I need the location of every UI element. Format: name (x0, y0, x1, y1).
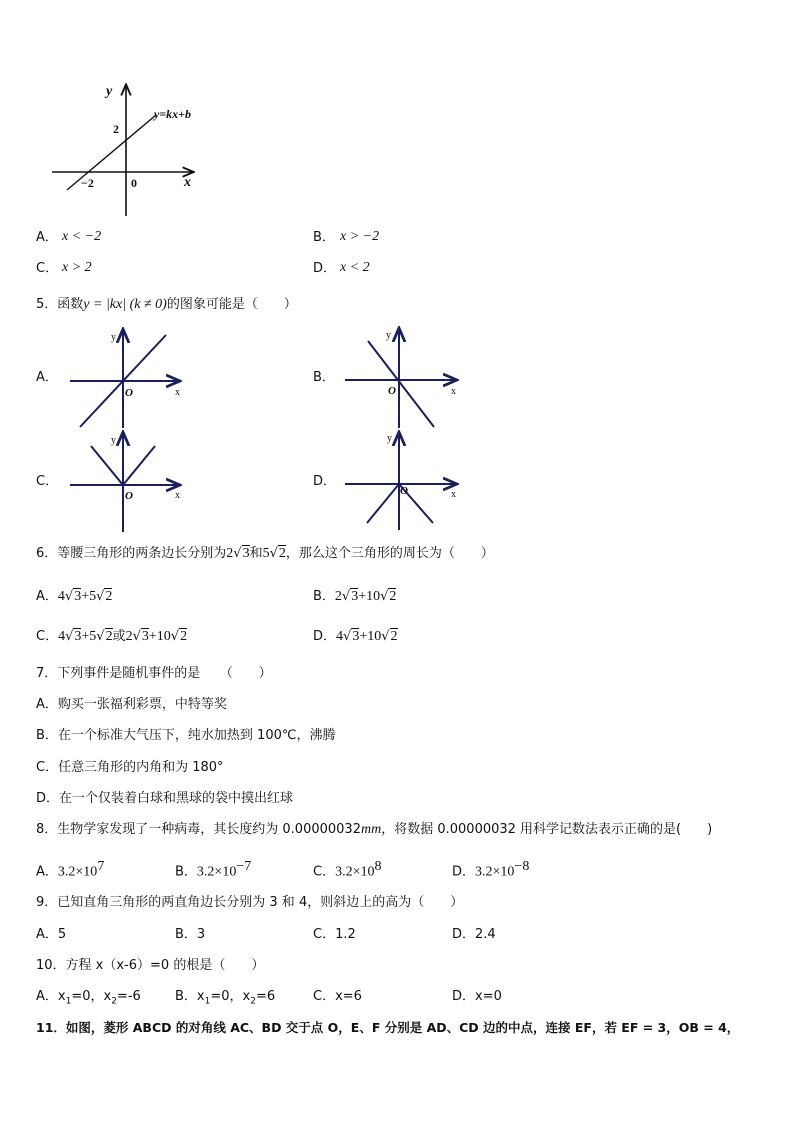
q7-option-b: B．在一个标准大气压下，纯水加热到 100℃，沸腾 (36, 728, 336, 743)
q5-option-d-letter: D． (313, 474, 337, 489)
q10-option-c-letter: C． (313, 989, 336, 1004)
q6-option-a-rad2: 2 (105, 589, 113, 604)
q6-option-c: C．4√3+5√2或2√3+10√2 (36, 629, 188, 644)
q6-option-c-letter: C． (36, 629, 59, 644)
q5-c-origin: O (125, 490, 133, 502)
q6-option-d-letter: D． (313, 629, 337, 644)
q6-option-a-letter: A． (36, 589, 58, 604)
q5-b-y-label: y (386, 330, 391, 341)
q4-y-intercept: 2 (113, 122, 119, 136)
q8-stem-a: 8．生物学家发现了一种病毒，其长度约为 0.00000032 (36, 822, 361, 837)
q10-option-b (175, 989, 275, 1010)
q6-text-a: 等腰三角形的两条边长分别为 (57, 546, 227, 561)
q10-option-c-text: x=6 (335, 989, 362, 1004)
q8-option-c (313, 859, 381, 880)
q5-a-y-label: y (111, 332, 116, 343)
q7-option-d: D．在一个仅装着白球和黑球的袋中摸出红球 (36, 791, 294, 806)
q9-stem: 9．已知直角三角形的两直角边长分别为 3 和 4，则斜边上的高为（ ） (36, 895, 464, 910)
q6-option-c-rad2: 2 (105, 629, 113, 644)
q9-option-b: B．3 (175, 927, 206, 942)
q6-option-d-rad2: 2 (390, 629, 398, 644)
q8-option-b-letter: B． (175, 864, 197, 880)
q10-option-d (452, 989, 502, 1005)
q5-a-origin: O (125, 387, 133, 399)
q8-stem-b: ，将数据 0.00000032 用科学记数法表示正确的是( ) (381, 822, 713, 837)
q8-option-c-exponent: 8 (374, 859, 382, 874)
q6-option-b-plus: +10 (358, 589, 381, 604)
q6-option-a-rad1: 3 (74, 589, 82, 604)
q4-x-label: x (184, 175, 191, 190)
q4-option-a: x < −2 (62, 229, 102, 244)
q8-option-d-mantissa: 3.2×10 (475, 864, 515, 880)
q4-x-intercept: −2 (81, 176, 94, 190)
q8-option-c-mantissa: 3.2×10 (335, 864, 375, 880)
q5-d-origin: O (400, 485, 408, 497)
q6-option-b-letter: B． (313, 589, 335, 604)
q5-option-c-letter: C． (36, 474, 59, 489)
q8-unit: mm (360, 822, 382, 837)
q10-stem: 10．方程 x（x-6）=0 的根是（ ） (36, 958, 265, 973)
q10-option-b-letter: B． (175, 989, 197, 1004)
q6-stem: 6．等腰三角形的两条边长分别为2√3和5√2，那么这个三角形的周长为（ ） (36, 546, 494, 561)
q7-option-a: A．购买一张福利彩票，中特等奖 (36, 697, 227, 712)
q6-option-c-plus2: +10 (148, 629, 171, 644)
q5-option-b-letter: B． (313, 370, 335, 385)
q6-option-c-rad3: 3 (141, 629, 149, 644)
q5-d-y-label: y (387, 433, 392, 444)
q4-option-a-letter: A． (36, 230, 58, 245)
q10-option-a (36, 989, 141, 1010)
q6-option-c-coef2: 2 (125, 629, 133, 644)
q10-option-a-sub1: 1 (65, 996, 72, 1007)
q5-text-after: 的图象可能是（ ） (166, 297, 297, 312)
q5-formula: y = |kx| (k ≠ 0) (83, 297, 167, 312)
q5-b-x-label: x (451, 386, 456, 397)
q5-text-before: 函数 (57, 297, 84, 312)
q10-option-c (313, 989, 362, 1005)
q6-side2-radicand: 2 (278, 546, 286, 561)
q4-option-b-letter: B． (313, 230, 335, 245)
q4-origin: 0 (131, 176, 137, 190)
q10-option-d-letter: D． (452, 989, 476, 1004)
q8-option-d (452, 859, 529, 880)
q9-option-d: D．2.4 (452, 927, 496, 942)
q6-option-b: B．2√3+10√2 (313, 589, 397, 604)
q4-option-d: x < 2 (340, 260, 370, 275)
q5-a-x-label: x (175, 387, 180, 398)
q5-option-a-letter: A． (36, 370, 58, 385)
q10-option-b-mid: =0，x (210, 989, 251, 1004)
q10-option-a-x1: x (57, 989, 66, 1004)
q10-option-b-end: =6 (255, 989, 276, 1004)
q6-option-d: D．4√3+10√2 (313, 629, 398, 644)
q5-c-y-label: y (111, 435, 116, 446)
q11-stem: 11．如图，菱形 ABCD 的对角线 AC、BD 交于点 O，E、F 分别是 AD、CD 边的中点，连接 EF，若 EF = 3，OB = 4， (36, 1020, 740, 1035)
q6-option-d-plus: +10 (359, 629, 382, 644)
q4-y-label: y (106, 84, 113, 99)
q8-option-c-letter: C． (313, 864, 336, 880)
q8-option-b (175, 859, 251, 880)
q6-option-b-rad1: 3 (351, 589, 359, 604)
q6-option-d-rad1: 3 (352, 629, 360, 644)
q6-option-c-rad1: 3 (74, 629, 82, 644)
q8-option-b-mantissa: 3.2×10 (196, 864, 237, 880)
q8-option-b-exponent: −7 (236, 859, 252, 874)
q6-option-c-coef: 4 (58, 629, 66, 644)
q4-option-d-letter: D． (313, 261, 337, 276)
q8-option-a-letter: A． (36, 864, 58, 880)
q6-option-d-coef: 4 (336, 629, 344, 644)
q6-option-a: A．4√3+5√2 (36, 589, 113, 604)
q6-side2-coef: 5 (262, 546, 270, 561)
q10-option-b-x1: x (196, 989, 205, 1004)
q4-option-c: x > 2 (62, 260, 92, 275)
q6-option-c-plus: +5 (81, 629, 97, 644)
q6-side1-coef: 2 (226, 546, 234, 561)
q5-number: 5． (36, 297, 58, 312)
q5-b-origin: O (388, 385, 396, 397)
q8-stem (36, 822, 712, 838)
q6-option-b-rad2: 2 (389, 589, 397, 604)
q6-option-c-or: 或 (112, 629, 126, 644)
q6-option-a-coef: 4 (57, 589, 65, 604)
q6-number: 6． (36, 546, 58, 561)
q5-d-x-label: x (451, 489, 456, 500)
q10-option-d-text: x=0 (475, 989, 502, 1004)
q7-stem: 7．下列事件是随机事件的是 （ ） (36, 666, 272, 681)
q8-option-a-exponent: 7 (97, 859, 105, 874)
q8-option-d-exponent: −8 (514, 859, 530, 874)
q10-option-b-sub1: 1 (204, 996, 211, 1007)
q6-and: 和 (249, 546, 263, 561)
q8-option-a (36, 859, 104, 880)
q8-option-d-letter: D． (452, 864, 476, 880)
q10-option-a-sub2: 2 (111, 996, 117, 1007)
q5-b-graph (368, 341, 434, 427)
q10-option-b-sub2: 2 (250, 996, 256, 1007)
q4-line-label: y=kx+b (154, 107, 192, 121)
q4-option-c-letter: C． (36, 261, 59, 276)
q4-option-b: x > −2 (340, 229, 380, 244)
q9-option-c: C．1.2 (313, 927, 356, 942)
q6-side1-radicand: 3 (242, 546, 250, 561)
q8-option-a-mantissa: 3.2×10 (57, 864, 98, 880)
q10-option-a-end: =-6 (116, 989, 141, 1004)
q6-option-b-coef: 2 (334, 589, 342, 604)
q10-option-a-letter: A． (36, 989, 58, 1004)
q10-option-a-mid: =0，x (71, 989, 112, 1004)
q6-option-a-plus: +5 (81, 589, 97, 604)
q7-option-c: C．任意三角形的内角和为 180° (36, 760, 224, 775)
q9-option-a: A．5 (36, 927, 67, 942)
q5-c-x-label: x (175, 490, 180, 501)
q6-option-c-rad4: 2 (180, 629, 188, 644)
q6-text-b: ，那么这个三角形的周长为（ ） (285, 546, 494, 561)
